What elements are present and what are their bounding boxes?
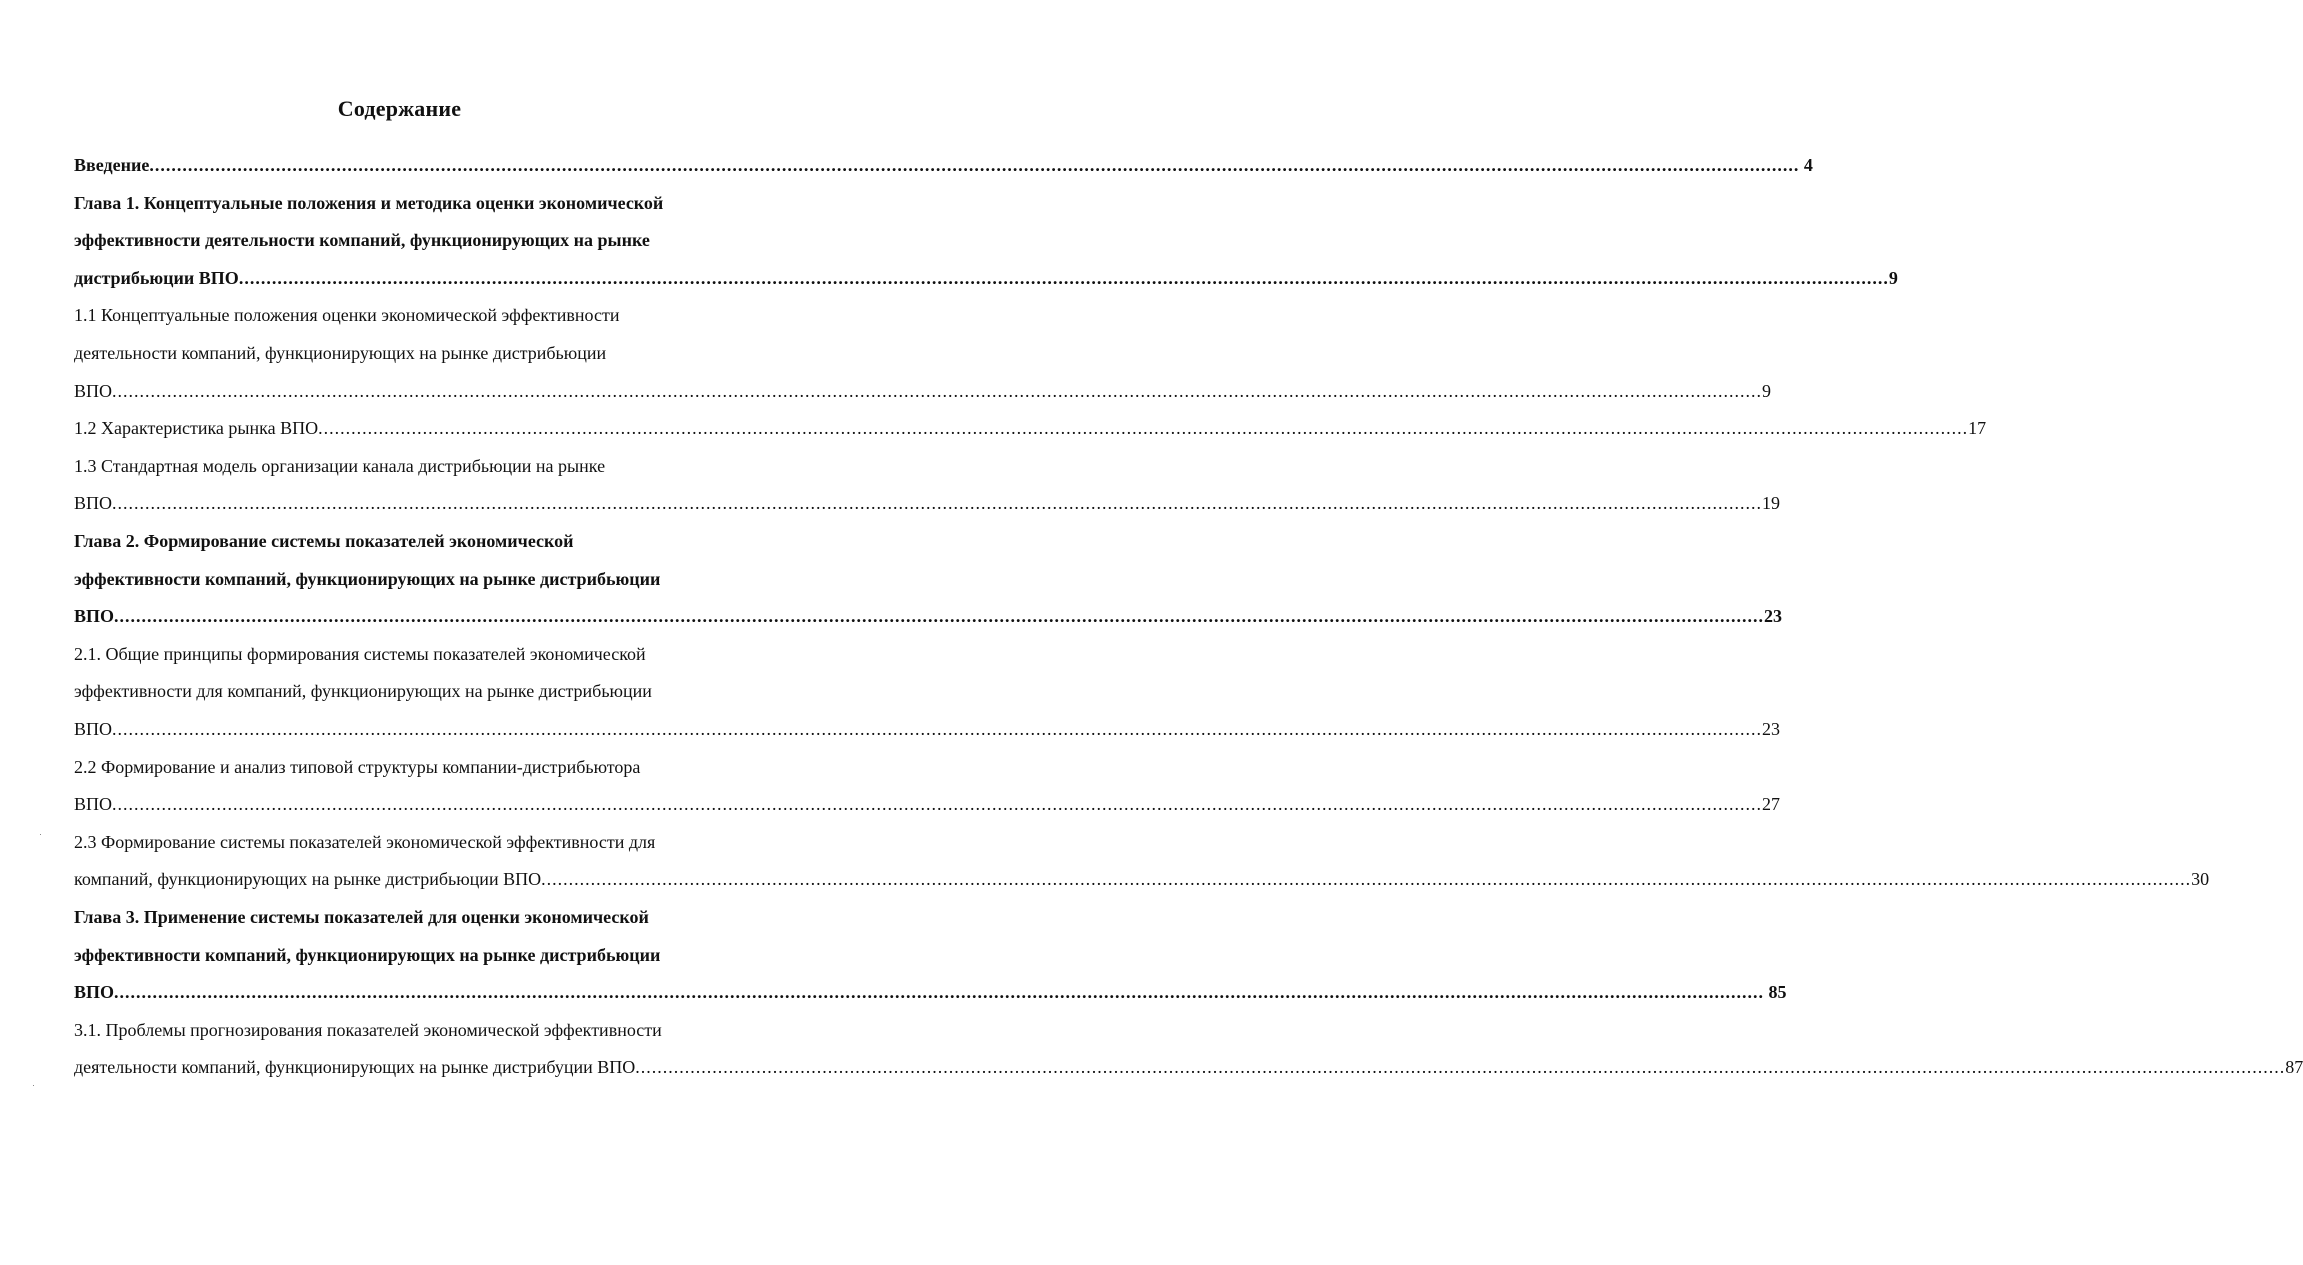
- toc-page-number: 23: [1764, 606, 1783, 626]
- toc-entry-text: дистрибьюции ВПО: [74, 268, 239, 288]
- toc-entry-text: Глава 1. Концептуальные положения и методика оценки экономической: [74, 193, 664, 213]
- toc-page-number: 23: [1762, 719, 1781, 739]
- dot-leader: ............................................................................................................................................................................................................................................................................................................: [112, 719, 1763, 739]
- toc-entry-last-line: [74, 374, 1772, 408]
- dot-leader: ............................................................................................................................................................................................................................................................................................................: [114, 982, 1765, 1002]
- toc-entry-text: ВПО: [74, 982, 115, 1002]
- dot-leader: ............................................................................................................................................................................................................................................................................................................: [112, 381, 1763, 401]
- toc-entry-text: ВПО: [74, 493, 113, 513]
- toc-page-number: 87: [2285, 1057, 2303, 1077]
- toc-entry-text: ВПО: [74, 719, 113, 739]
- toc-entry-text: эффективности для компаний, функционирующих на рынке дистрибьюции: [74, 681, 652, 701]
- toc-entry-last-line: [74, 411, 1987, 445]
- toc-entry-text: 2.2 Формирование и анализ типовой структуры компании-дистрибьютора: [74, 757, 641, 777]
- toc-entry-text: 3.1. Проблемы прогнозирования показателей экономической эффективности: [74, 1020, 662, 1040]
- toc-entry-text: 1.1 Концептуальные положения оценки экономической эффективности: [74, 305, 620, 325]
- toc-page-number: 27: [1762, 794, 1781, 814]
- toc-entry-text: 2.3 Формирование системы показателей экономической эффективности для: [74, 832, 656, 852]
- toc-entry-last-line: [74, 712, 1781, 746]
- toc-entry-last-line: [74, 1050, 2303, 1084]
- toc-entry-last-line: [74, 862, 2210, 896]
- toc-entry-text: Глава 3. Применение системы показателей для оценки экономической: [74, 907, 649, 927]
- toc-page-number: 30: [2191, 869, 2210, 889]
- toc-page-number: 19: [1762, 493, 1781, 513]
- toc-entry-last-line: [74, 486, 1781, 520]
- dot-leader: ............................................................................................................................................................................................................................................................................................................: [635, 1057, 2286, 1077]
- toc-page-number: 85: [1768, 982, 1787, 1002]
- scan-speck: [33, 1085, 34, 1086]
- dot-leader: ............................................................................................................................................................................................................................................................................................................: [112, 794, 1763, 814]
- toc-entry-text: 2.1. Общие принципы формирования системы показателей экономической: [74, 644, 646, 664]
- toc-entry-text: деятельности компаний, функционирующих на рынке дистрибьюции: [74, 343, 607, 363]
- dot-leader: ............................................................................................................................................................................................................................................................................................................: [114, 606, 1765, 626]
- toc-entry-last-line: [74, 787, 1781, 821]
- toc-entry-text: ВПО: [74, 381, 113, 401]
- dot-leader: ............................................................................................................................................................................................................................................................................................................: [149, 155, 1800, 175]
- toc-entry-text: компаний, функционирующих на рынке дистрибьюции ВПО: [74, 869, 542, 889]
- scan-speck: [40, 834, 41, 835]
- toc-page-number: 4: [1803, 155, 1813, 175]
- toc-entry-text: эффективности компаний, функционирующих на рынке дистрибьюции: [74, 945, 661, 965]
- toc-entry-last-line: [74, 261, 1898, 295]
- toc-entry-text: деятельности компаний, функционирующих на рынке дистрибуции ВПО: [74, 1057, 636, 1077]
- toc-entry-text: ВПО: [74, 794, 113, 814]
- toc-entry-text: 1.2 Характеристика рынка ВПО: [74, 418, 319, 438]
- toc-page-number: 17: [1968, 418, 1987, 438]
- dot-leader: ............................................................................................................................................................................................................................................................................................................: [318, 418, 1969, 438]
- toc-entry-text: Глава 2. Формирование системы показателей экономической: [74, 531, 574, 551]
- toc-entry-text: ВПО: [74, 606, 115, 626]
- dot-leader: ............................................................................................................................................................................................................................................................................................................: [238, 268, 1889, 288]
- toc-entry-last-line: [74, 148, 1813, 182]
- toc-entry-text: Введение: [74, 155, 150, 175]
- toc-entry-last-line: [74, 599, 1783, 633]
- toc-entry-text: эффективности деятельности компаний, функционирующих на рынке: [74, 230, 650, 250]
- dot-leader: ............................................................................................................................................................................................................................................................................................................: [541, 869, 2192, 889]
- toc-entry-last-line: [74, 975, 1787, 1009]
- dot-leader: ............................................................................................................................................................................................................................................................................................................: [112, 493, 1763, 513]
- toc-page-number: 9: [1888, 268, 1898, 288]
- toc-entry-text: эффективности компаний, функционирующих на рынке дистрибьюции: [74, 569, 661, 589]
- page-title: Содержание: [337, 96, 462, 121]
- toc-page-number: 9: [1762, 381, 1772, 401]
- toc-entry-text: 1.3 Стандартная модель организации канала дистрибьюции на рынке: [74, 456, 606, 476]
